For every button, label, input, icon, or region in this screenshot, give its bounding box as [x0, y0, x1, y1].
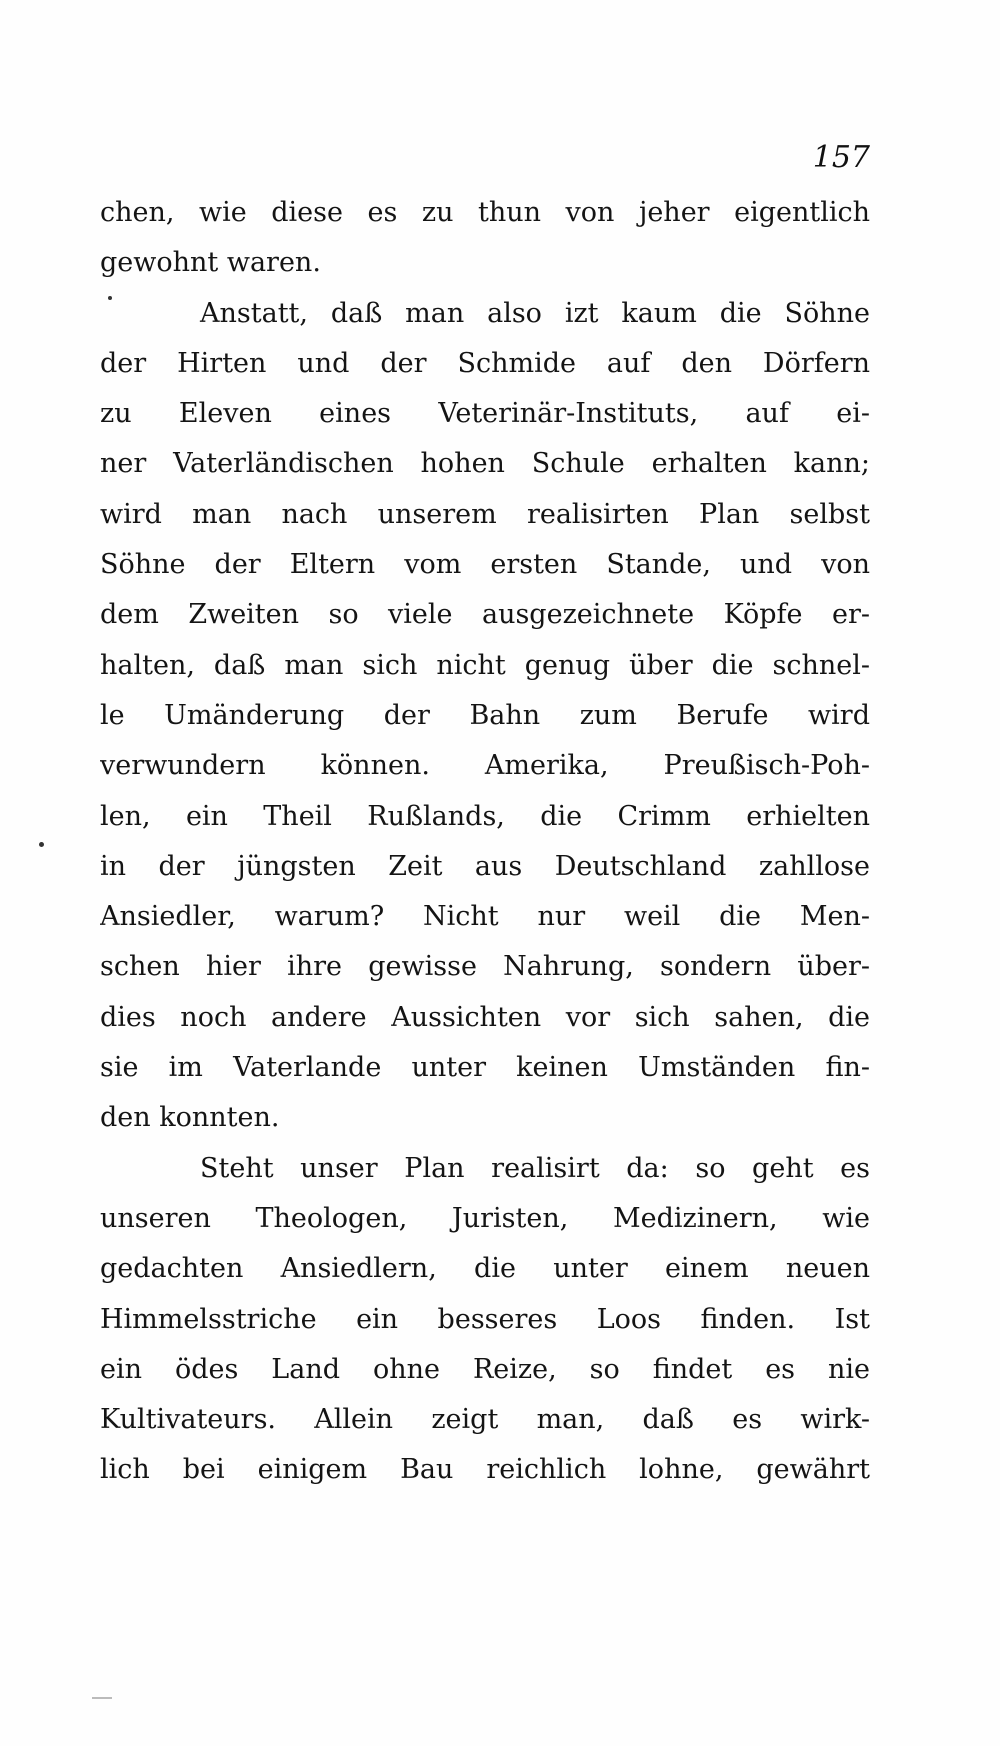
text-line: sie im Vaterlande unter keinen Umständen fin- [100, 1052, 870, 1084]
print-speck [39, 842, 44, 847]
text-line: Ansiedler, warum? Nicht nur weil die Men- [100, 901, 870, 933]
text-line: den konnten. [100, 1102, 280, 1134]
body-text [100, 188, 870, 1496]
text-line: dem Zweiten so viele ausgezeichnete Köpfe er- [100, 599, 870, 631]
margin-mark [92, 1697, 112, 1699]
text-line: gewohnt waren. [100, 247, 321, 279]
text-line: dies noch andere Aussichten vor sich sahen, die [100, 1001, 870, 1033]
text-line: chen, wie diese es zu thun von jeher eigentlich [100, 197, 870, 228]
paragraph-start-line: Anstatt, daß man also izt kaum die Söhne [200, 297, 870, 329]
text-line: gedachten Ansiedlern, die unter einem neuen [100, 1253, 870, 1285]
text-line: der Hirten und der Schmide auf den Dörfern [100, 347, 870, 379]
text-line: verwundern können. Amerika, Preußisch-Poh- [100, 750, 870, 782]
text-line: Kultivateurs. Allein zeigt man, daß es wirk- [100, 1404, 870, 1436]
text-line: Himmelsstriche ein besseres Loos finden. Ist [100, 1303, 870, 1335]
text-line: ner Vaterländischen hohen Schule erhalten kann; [100, 448, 870, 480]
print-speck [108, 296, 112, 300]
text-line: len, ein Theil Rußlands, die Crimm erhielten [100, 800, 870, 832]
page-number: 157 [812, 140, 870, 175]
text-line: unseren Theologen, Juristen, Medizinern, wie [100, 1202, 870, 1234]
paragraph-start-line: Steht unser Plan realisirt da: so geht es [200, 1152, 870, 1184]
text-line: le Umänderung der Bahn zum Berufe wird [100, 699, 870, 731]
text-line: Söhne der Eltern vom ersten Stande, und von [100, 549, 870, 581]
text-line: schen hier ihre gewisse Nahrung, sondern über- [100, 951, 870, 983]
text-line: in der jüngsten Zeit aus Deutschland zahllose [100, 850, 870, 882]
text-line: ein ödes Land ohne Reize, so findet es nie [100, 1353, 870, 1385]
text-line: wird man nach unserem realisirten Plan selbst [100, 498, 870, 530]
text-line: zu Eleven eines Veterinär-Instituts, auf ei- [100, 398, 870, 430]
text-line: halten, daß man sich nicht genug über die schnel- [100, 649, 870, 681]
text-line: lich bei einigem Bau reichlich lohne, gewährt [100, 1454, 870, 1486]
